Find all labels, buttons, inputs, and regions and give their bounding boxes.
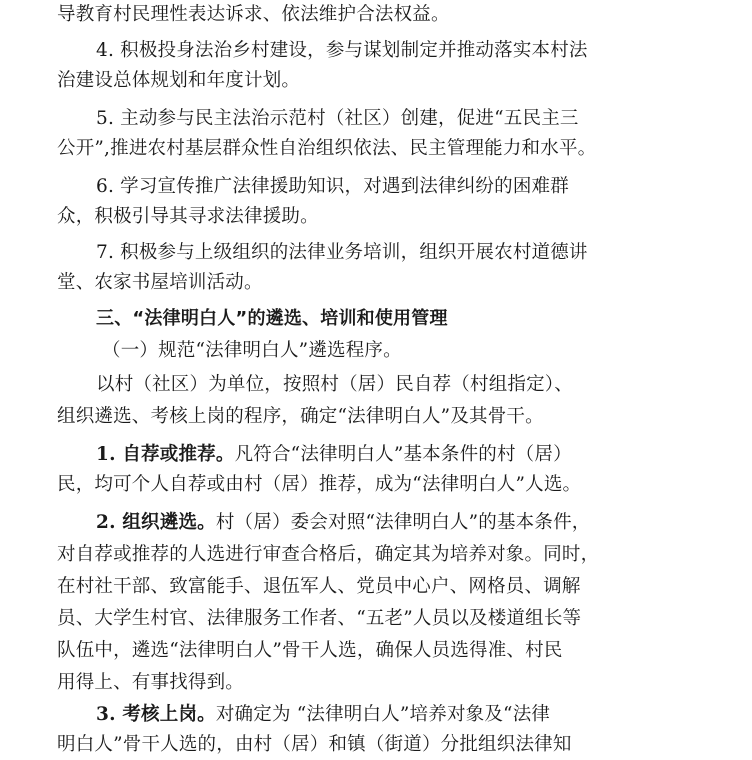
line-text: 用得上、有事找得到。 — [57, 672, 245, 693]
line-text: 对自荐或推荐的人选进行审查合格后，确定其为培养对象。同时， — [57, 544, 600, 565]
line-text: 7. 积极参与上级组织的法律业务培训，组织开展农村道德讲 — [96, 242, 588, 263]
line-text: 对确定为 “法律明白人”培养对象及“法律 — [215, 704, 551, 725]
heading-text: 三、“法律明白人”的遴选、培训和使用管理 — [96, 308, 448, 329]
paragraph-line — [0, 636, 707, 666]
paragraph-line — [0, 540, 707, 570]
line-text: 5. 主动参与民主法治示范村（社区）创建，促进“五民主三 — [96, 108, 579, 129]
line-text: 队伍中，遴选“法律明白人”骨干人选，确保人员选得准、村民 — [57, 640, 563, 661]
line-text: 堂、农家书屋培训活动。 — [57, 272, 263, 293]
line-text: 以村（社区）为单位，按照村（居）民自荐（村组指定）、 — [96, 374, 573, 395]
subsection-heading — [0, 336, 752, 366]
line-text: 公开”,推进农村基层群众性自治组织依法、民主管理能力和水平。 — [57, 138, 597, 159]
paragraph-line — [0, 268, 707, 298]
paragraph-line — [0, 134, 707, 164]
paragraph-line — [0, 202, 707, 232]
item-lead: 1. 自荐或推荐。 — [96, 444, 235, 465]
paragraph-line — [0, 508, 746, 538]
paragraph-line — [0, 700, 746, 730]
line-text: 6. 学习宣传推广法律援助知识，对遇到法律纠纷的困难群 — [96, 176, 569, 197]
line-text: 治建设总体规划和年度计划。 — [57, 70, 301, 91]
paragraph-line — [0, 370, 746, 400]
section-heading — [0, 304, 746, 334]
line-text: 组织遴选、考核上岗的程序，确定“法律明白人”及其骨干。 — [57, 406, 544, 427]
line-text: 明白人”骨干人选的，由村（居）和镇（街道）分批组织法律知 — [57, 734, 572, 755]
paragraph-line — [0, 104, 746, 134]
paragraph-line — [0, 470, 707, 500]
paragraph-line — [0, 572, 707, 602]
line-text: 民，均可个人自荐或由村（居）推荐，成为“法律明白人”人选。 — [57, 474, 582, 495]
paragraph-line — [0, 172, 746, 202]
line-text: 村（居）委会对照“法律明白人”的基本条件， — [215, 512, 591, 533]
item-lead: 2. 组织遴选。 — [96, 512, 216, 533]
subheading-text: （一）规范“法律明白人”遴选程序。 — [102, 340, 402, 361]
paragraph-line — [0, 668, 707, 698]
paragraph-line — [0, 0, 707, 30]
line-text: 众，积极引导其寻求法律援助。 — [57, 206, 319, 227]
paragraph-line — [0, 66, 707, 96]
paragraph-line — [0, 36, 746, 66]
line-text: 在村社干部、致富能手、退伍军人、党员中心户、网格员、调解 — [57, 576, 581, 597]
line-text: 导教育村民理性表达诉求、依法维护合法权益。 — [57, 4, 450, 25]
paragraph-line — [0, 730, 707, 760]
line-text: 4. 积极投身法治乡村建设，参与谋划制定并推动落实本村法 — [96, 40, 588, 61]
paragraph-line — [0, 440, 746, 470]
paragraph-line — [0, 238, 746, 268]
item-lead: 3. 考核上岗。 — [96, 704, 216, 725]
paragraph-line — [0, 604, 707, 634]
line-text: 凡符合“法律明白人”基本条件的村（居） — [234, 444, 572, 465]
paragraph-line — [0, 402, 707, 432]
line-text: 员、大学生村官、法律服务工作者、“五老”人员以及楼道组长等 — [57, 608, 582, 629]
